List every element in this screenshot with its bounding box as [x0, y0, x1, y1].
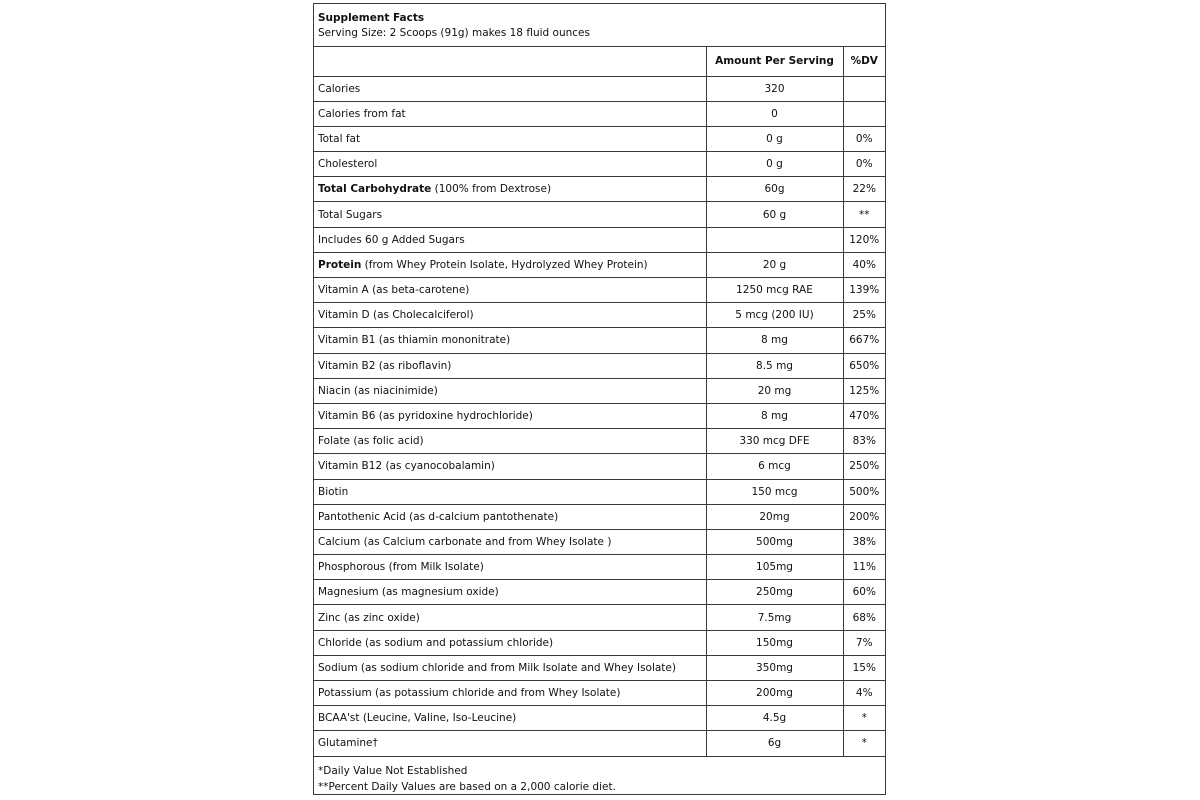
table-row	[314, 529, 885, 554]
nutrient-name-cell	[314, 731, 706, 756]
nutrient-name: Total fat	[318, 132, 361, 145]
nutrient-name-cell	[314, 529, 706, 554]
nutrient-name-cell	[314, 76, 706, 101]
table-row	[314, 101, 885, 126]
nutrient-amount: 320	[706, 76, 843, 101]
table-row	[314, 403, 885, 428]
nutrient-amount: 150mg	[706, 630, 843, 655]
nutrient-name: Glutamine†	[318, 737, 378, 750]
nutrient-amount: 60g	[706, 177, 843, 202]
header-blank-cell	[314, 47, 706, 76]
nutrient-name-cell	[314, 101, 706, 126]
nutrient-daily-value: 470%	[843, 403, 885, 428]
panel-title: Supplement Facts	[318, 12, 425, 24]
nutrient-amount: 1250 mcg RAE	[706, 278, 843, 303]
nutrient-name-cell	[314, 605, 706, 630]
table-row	[314, 202, 885, 227]
nutrient-name: Vitamin B2 (as riboflavin)	[318, 359, 452, 372]
nutrient-daily-value: 139%	[843, 278, 885, 303]
nutrient-daily-value: 25%	[843, 303, 885, 328]
nutrient-amount: 350mg	[706, 655, 843, 680]
nutrient-daily-value: 0%	[843, 126, 885, 151]
nutrient-amount: 60 g	[706, 202, 843, 227]
nutrient-name: Calories from fat	[318, 107, 406, 120]
nutrient-name-cell	[314, 479, 706, 504]
nutrient-daily-value: 7%	[843, 630, 885, 655]
nutrient-name: Vitamin B6 (as pyridoxine hydrochloride)	[318, 410, 533, 423]
nutrient-name-cell	[314, 353, 706, 378]
nutrient-name: Niacin (as niacinimide)	[318, 384, 438, 397]
nutrient-amount: 8 mg	[706, 403, 843, 428]
nutrient-name-cell	[314, 328, 706, 353]
nutrient-name: Vitamin B1 (as thiamin mononitrate)	[318, 334, 511, 347]
footnote-calorie-diet: **Percent Daily Values are based on a 2,000 calorie diet.	[318, 780, 616, 793]
nutrient-amount: 105mg	[706, 555, 843, 580]
nutrient-daily-value: *	[843, 706, 885, 731]
nutrient-daily-value: 22%	[843, 177, 885, 202]
table-row	[314, 278, 885, 303]
nutrient-daily-value	[843, 76, 885, 101]
amount-column-header: Amount Per Serving	[706, 47, 843, 76]
nutrient-name-cell	[314, 555, 706, 580]
nutrient-name-bold: Total Carbohydrate	[318, 183, 432, 196]
nutrient-amount: 6g	[706, 731, 843, 756]
nutrient-amount: 20mg	[706, 504, 843, 529]
nutrient-name: Zinc (as zinc oxide)	[318, 611, 420, 624]
table-row	[314, 630, 885, 655]
table-row	[314, 555, 885, 580]
footnotes	[314, 757, 885, 795]
nutrient-amount: 6 mcg	[706, 454, 843, 479]
nutrient-name-bold: Protein	[318, 258, 362, 271]
nutrient-name: Folate (as folic acid)	[318, 435, 424, 448]
nutrient-amount: 200mg	[706, 681, 843, 706]
nutrient-daily-value: 60%	[843, 580, 885, 605]
table-row	[314, 580, 885, 605]
nutrient-name: Calcium (as Calcium carbonate and from Whey Isolate )	[318, 535, 612, 548]
nutrient-amount: 330 mcg DFE	[706, 429, 843, 454]
table-row	[314, 303, 885, 328]
table-row	[314, 731, 885, 756]
table-row	[314, 429, 885, 454]
table-row	[314, 126, 885, 151]
nutrient-daily-value: 200%	[843, 504, 885, 529]
nutrient-name-cell	[314, 278, 706, 303]
nutrient-amount: 8.5 mg	[706, 353, 843, 378]
serving-size: Serving Size: 2 Scoops (91g) makes 18 fluid ounces	[318, 27, 590, 39]
nutrient-daily-value: 250%	[843, 454, 885, 479]
footnote-daily-value: *Daily Value Not Established	[318, 764, 468, 777]
nutrient-amount: 20 g	[706, 252, 843, 277]
nutrient-name: Includes 60 g Added Sugars	[318, 233, 465, 246]
nutrient-table	[314, 47, 885, 757]
nutrient-daily-value: **	[843, 202, 885, 227]
table-row	[314, 504, 885, 529]
nutrient-daily-value: 11%	[843, 555, 885, 580]
nutrient-name-cell	[314, 202, 706, 227]
table-row	[314, 605, 885, 630]
nutrient-name: Vitamin B12 (as cyanocobalamin)	[318, 460, 495, 473]
nutrient-daily-value: 68%	[843, 605, 885, 630]
nutrient-name-cell	[314, 681, 706, 706]
nutrient-name: Chloride (as sodium and potassium chloride)	[318, 636, 554, 649]
nutrient-amount: 5 mcg (200 IU)	[706, 303, 843, 328]
nutrient-name-cell	[314, 252, 706, 277]
nutrient-name: Pantothenic Acid (as d-calcium pantothenate)	[318, 510, 559, 523]
nutrient-daily-value: *	[843, 731, 885, 756]
nutrient-name-cell	[314, 303, 706, 328]
nutrient-amount: 0 g	[706, 152, 843, 177]
nutrient-amount	[706, 227, 843, 252]
nutrient-name-cell	[314, 706, 706, 731]
nutrient-amount: 20 mg	[706, 378, 843, 403]
nutrient-name: Vitamin D (as Cholecalciferol)	[318, 309, 474, 322]
nutrient-name-cell	[314, 126, 706, 151]
table-row	[314, 152, 885, 177]
nutrient-name: Total Sugars	[318, 208, 383, 221]
nutrient-name: (from Whey Protein Isolate, Hydrolyzed Whey Protein)	[361, 258, 648, 271]
nutrient-daily-value: 40%	[843, 252, 885, 277]
nutrient-daily-value: 125%	[843, 378, 885, 403]
table-row	[314, 655, 885, 680]
nutrient-amount: 500mg	[706, 529, 843, 554]
nutrient-amount: 0 g	[706, 126, 843, 151]
nutrient-daily-value: 38%	[843, 529, 885, 554]
nutrient-name: (100% from Dextrose)	[431, 183, 552, 196]
table-row	[314, 706, 885, 731]
nutrient-name: Sodium (as sodium chloride and from Milk Isolate and Whey Isolate)	[318, 661, 676, 674]
table-row	[314, 378, 885, 403]
nutrient-name-cell	[314, 580, 706, 605]
table-row	[314, 681, 885, 706]
nutrient-name: Cholesterol	[318, 158, 378, 171]
nutrient-name-cell	[314, 227, 706, 252]
nutrient-amount: 0	[706, 101, 843, 126]
nutrient-name-cell	[314, 152, 706, 177]
nutrient-rows	[314, 76, 885, 756]
nutrient-daily-value: 15%	[843, 655, 885, 680]
nutrient-name: BCAA'st (Leucine, Valine, Iso-Leucine)	[318, 712, 517, 725]
table-row	[314, 454, 885, 479]
table-row	[314, 353, 885, 378]
nutrient-amount: 8 mg	[706, 328, 843, 353]
nutrient-amount: 4.5g	[706, 706, 843, 731]
nutrient-name: Biotin	[318, 485, 349, 498]
nutrient-name-cell	[314, 378, 706, 403]
nutrient-name-cell	[314, 454, 706, 479]
nutrient-amount: 250mg	[706, 580, 843, 605]
table-row	[314, 328, 885, 353]
nutrient-name: Vitamin A (as beta-carotene)	[318, 284, 470, 297]
nutrient-daily-value: 4%	[843, 681, 885, 706]
nutrient-name-cell	[314, 177, 706, 202]
table-row	[314, 177, 885, 202]
nutrient-name: Magnesium (as magnesium oxide)	[318, 586, 499, 599]
table-header-row	[314, 47, 885, 76]
nutrient-daily-value: 650%	[843, 353, 885, 378]
nutrient-name-cell	[314, 630, 706, 655]
table-row	[314, 479, 885, 504]
nutrient-name: Potassium (as potassium chloride and from Whey Isolate)	[318, 687, 621, 700]
supplement-facts-panel	[313, 3, 886, 795]
dv-column-header: %DV	[843, 47, 885, 76]
nutrient-daily-value: 83%	[843, 429, 885, 454]
table-row	[314, 227, 885, 252]
table-row	[314, 252, 885, 277]
nutrient-name-cell	[314, 504, 706, 529]
nutrient-daily-value: 500%	[843, 479, 885, 504]
nutrient-amount: 150 mcg	[706, 479, 843, 504]
nutrient-name: Calories	[318, 82, 361, 95]
nutrient-amount: 7.5mg	[706, 605, 843, 630]
nutrient-name: Phosphorous (from Milk Isolate)	[318, 561, 484, 574]
nutrient-name-cell	[314, 403, 706, 428]
nutrient-daily-value: 667%	[843, 328, 885, 353]
nutrient-daily-value: 0%	[843, 152, 885, 177]
panel-header	[314, 4, 885, 47]
nutrient-daily-value	[843, 101, 885, 126]
nutrient-name-cell	[314, 655, 706, 680]
nutrient-name-cell	[314, 429, 706, 454]
nutrient-daily-value: 120%	[843, 227, 885, 252]
table-row	[314, 76, 885, 101]
